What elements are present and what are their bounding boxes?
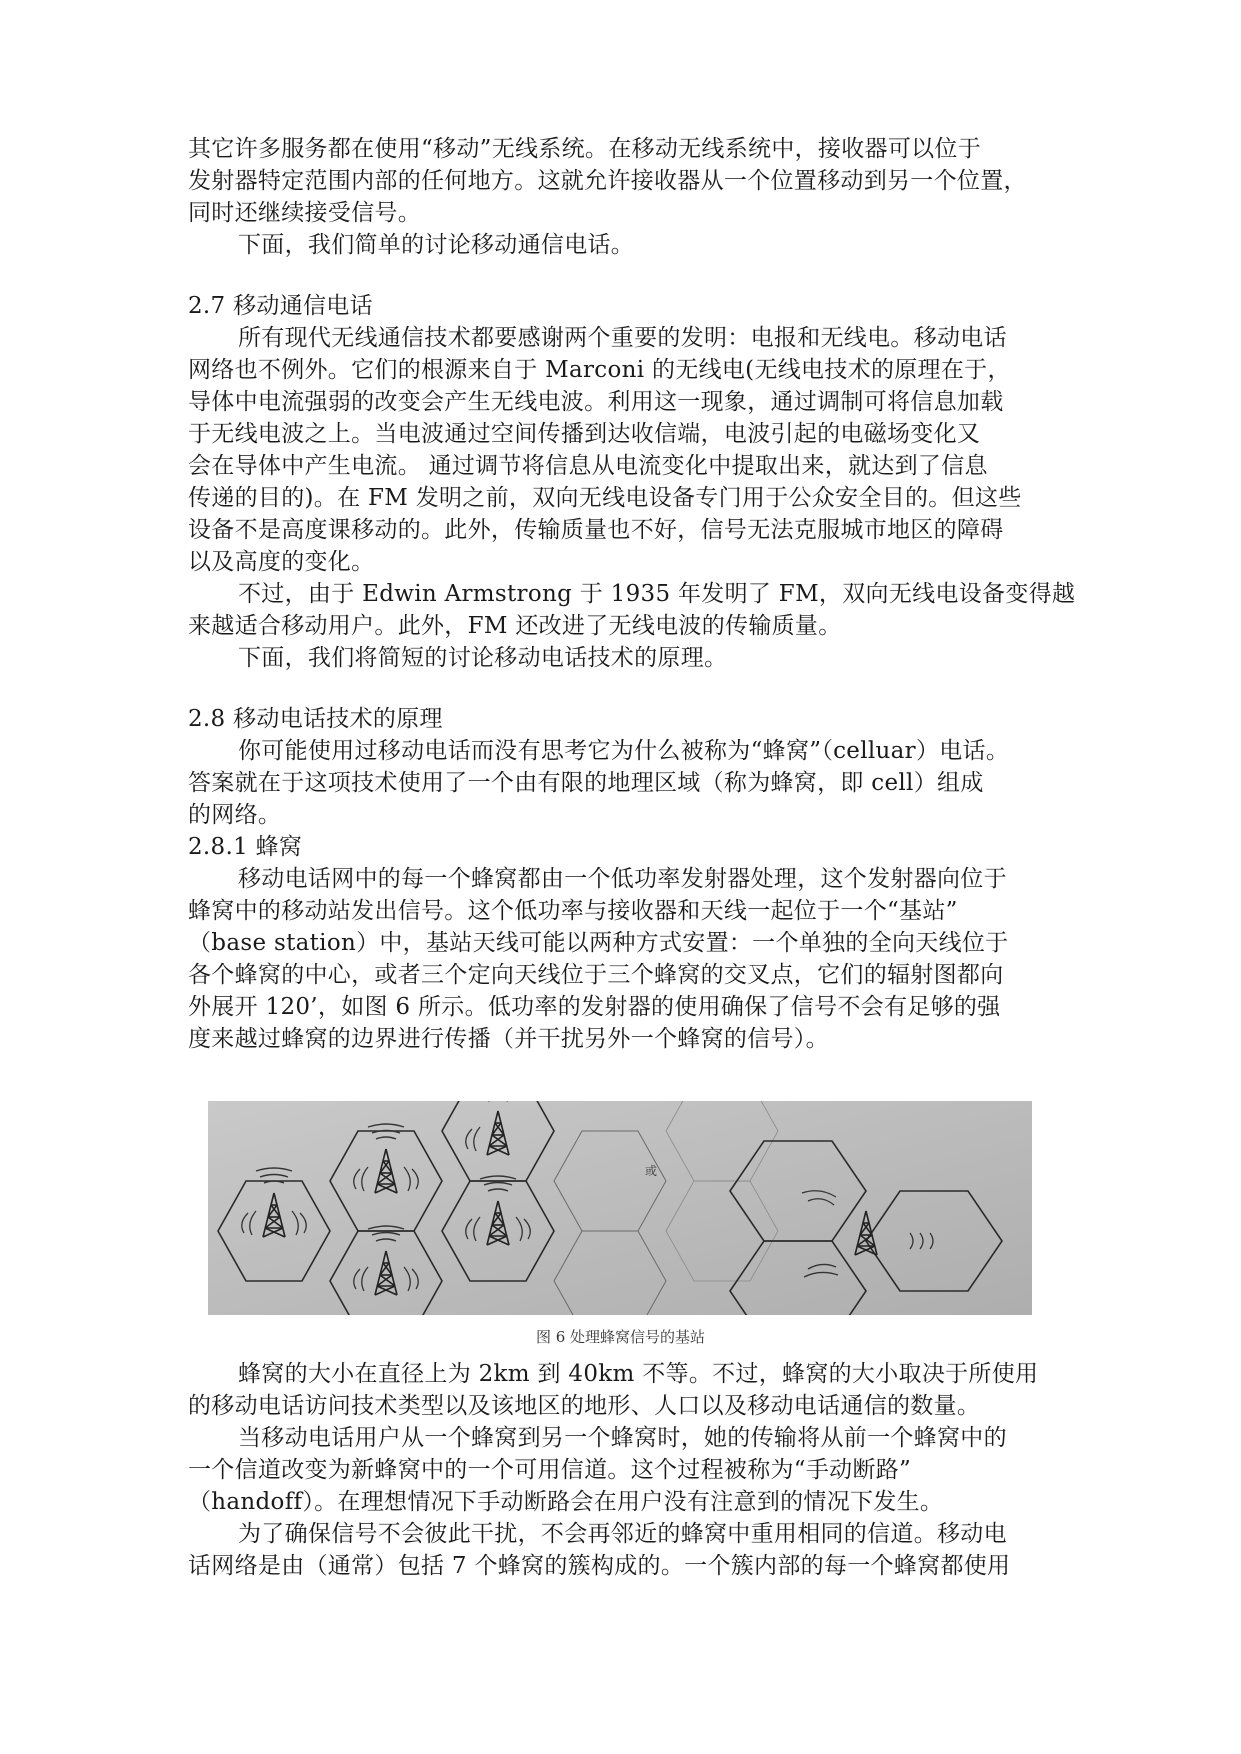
paragraph-line: 的网络。: [188, 802, 282, 828]
paragraph-line: 所有现代无线通信技术都要感谢两个重要的发明：电报和无线电。移动电话: [238, 325, 1007, 351]
paragraph-line: 当移动电话用户从一个蜂窝到另一个蜂窝时，她的传输将从前一个蜂窝中的: [238, 1425, 1007, 1451]
paragraph-line: 传递的目的)。在 FM 发明之前，双向无线电设备专门用于公众安全目的。但这些: [188, 485, 1022, 511]
paragraph-line: 不过，由于 Edwin Armstrong 于 1935 年发明了 FM，双向无线电设备变得越: [238, 581, 1076, 607]
paragraph-line: 其它许多服务都在使用“移动”无线系统。在移动无线系统中，接收器可以位于: [188, 136, 982, 162]
paragraph-line: 下面，我们简单的讨论移动通信电话。: [238, 232, 635, 258]
paragraph-line: 网络也不例外。它们的根源来自于 Marconi 的无线电(无线电技术的原理在于，: [188, 357, 1011, 383]
paragraph-line: 蜂窝的大小在直径上为 2km 到 40km 不等。不过，蜂窝的大小取决于所使用: [238, 1361, 1039, 1387]
paragraph-line: 蜂窝中的移动站发出信号。这个低功率与接收器和天线一起位于一个“基站”: [188, 898, 958, 924]
paragraph-line: 移动电话网中的每一个蜂窝都由一个低功率发射器处理，这个发射器向位于: [238, 866, 1007, 892]
figure-mid-label: 或: [645, 1164, 658, 1178]
hexagon-cells-illustration: [208, 1101, 1032, 1315]
paragraph-line: 来越适合移动用户。此外，FM 还改进了无线电波的传输质量。: [188, 613, 842, 639]
paragraph-line: 你可能使用过移动电话而没有思考它为什么被称为“蜂窝”（celluar）电话。: [238, 738, 1010, 764]
paragraph-line: 外展开 120’，如图 6 所示。低功率的发射器的使用确保了信号不会有足够的强: [188, 994, 1001, 1020]
paragraph-line: 话网络是由（通常）包括 7 个蜂窝的簇构成的。一个簇内部的每一个蜂窝都使用: [188, 1553, 1011, 1579]
paragraph-line: 会在导体中产生电流。 通过调节将信息从电流变化中提取出来，就达到了信息: [188, 453, 988, 479]
paragraph-line: 同时还继续接受信号。: [188, 200, 421, 226]
paragraph-line: （handoff）。在理想情况下手动断路会在用户没有注意到的情况下发生。: [188, 1489, 944, 1515]
paragraph-line: 度来越过蜂窝的边界进行传播（并干扰另外一个蜂窝的信号）。: [188, 1026, 829, 1052]
paragraph-line: 一个信道改变为新蜂窝中的一个可用信道。这个过程被称为“手动断路”: [188, 1457, 912, 1483]
section-heading-2-8: 2.8 移动电话技术的原理: [188, 706, 443, 732]
paragraph-line: 下面，我们将简短的讨论移动电话技术的原理。: [238, 645, 728, 671]
paragraph-line: 以及高度的变化。: [188, 549, 375, 575]
cell-base-station-figure: [208, 1101, 1032, 1315]
paragraph-line: 设备不是高度课移动的。此外，传输质量也不好，信号无法克服城市地区的障碍: [188, 517, 1004, 543]
section-heading-2-7: 2.7 移动通信电话: [188, 293, 373, 319]
paragraph-line: 为了确保信号不会彼此干扰，不会再邻近的蜂窝中重用相同的信道。移动电: [238, 1521, 1007, 1547]
paragraph-line: 答案就在于这项技术使用了一个由有限的地理区域（称为蜂窝，即 cell）组成: [188, 770, 984, 796]
paragraph-line: （base station）中，基站天线可能以两种方式安置：一个单独的全向天线位于: [188, 930, 1009, 956]
figure-caption: 图 6 处理蜂窝信号的基站: [535, 1328, 706, 1346]
section-heading-2-8-1: 2.8.1 蜂窝: [188, 834, 303, 860]
paragraph-line: 发射器特定范围内部的任何地方。这就允许接收器从一个位置移动到另一个位置，: [188, 168, 1027, 194]
paragraph-line: 的移动电话访问技术类型以及该地区的地形、人口以及移动电话通信的数量。: [188, 1393, 981, 1419]
paragraph-line: 于无线电波之上。当电波通过空间传播到达收信端，电波引起的电磁场变化又: [188, 421, 981, 447]
paragraph-line: 各个蜂窝的中心，或者三个定向天线位于三个蜂窝的交叉点，它们的辐射图都向: [188, 962, 1004, 988]
paragraph-line: 导体中电流强弱的改变会产生无线电波。利用这一现象，通过调制可将信息加载: [188, 389, 1004, 415]
